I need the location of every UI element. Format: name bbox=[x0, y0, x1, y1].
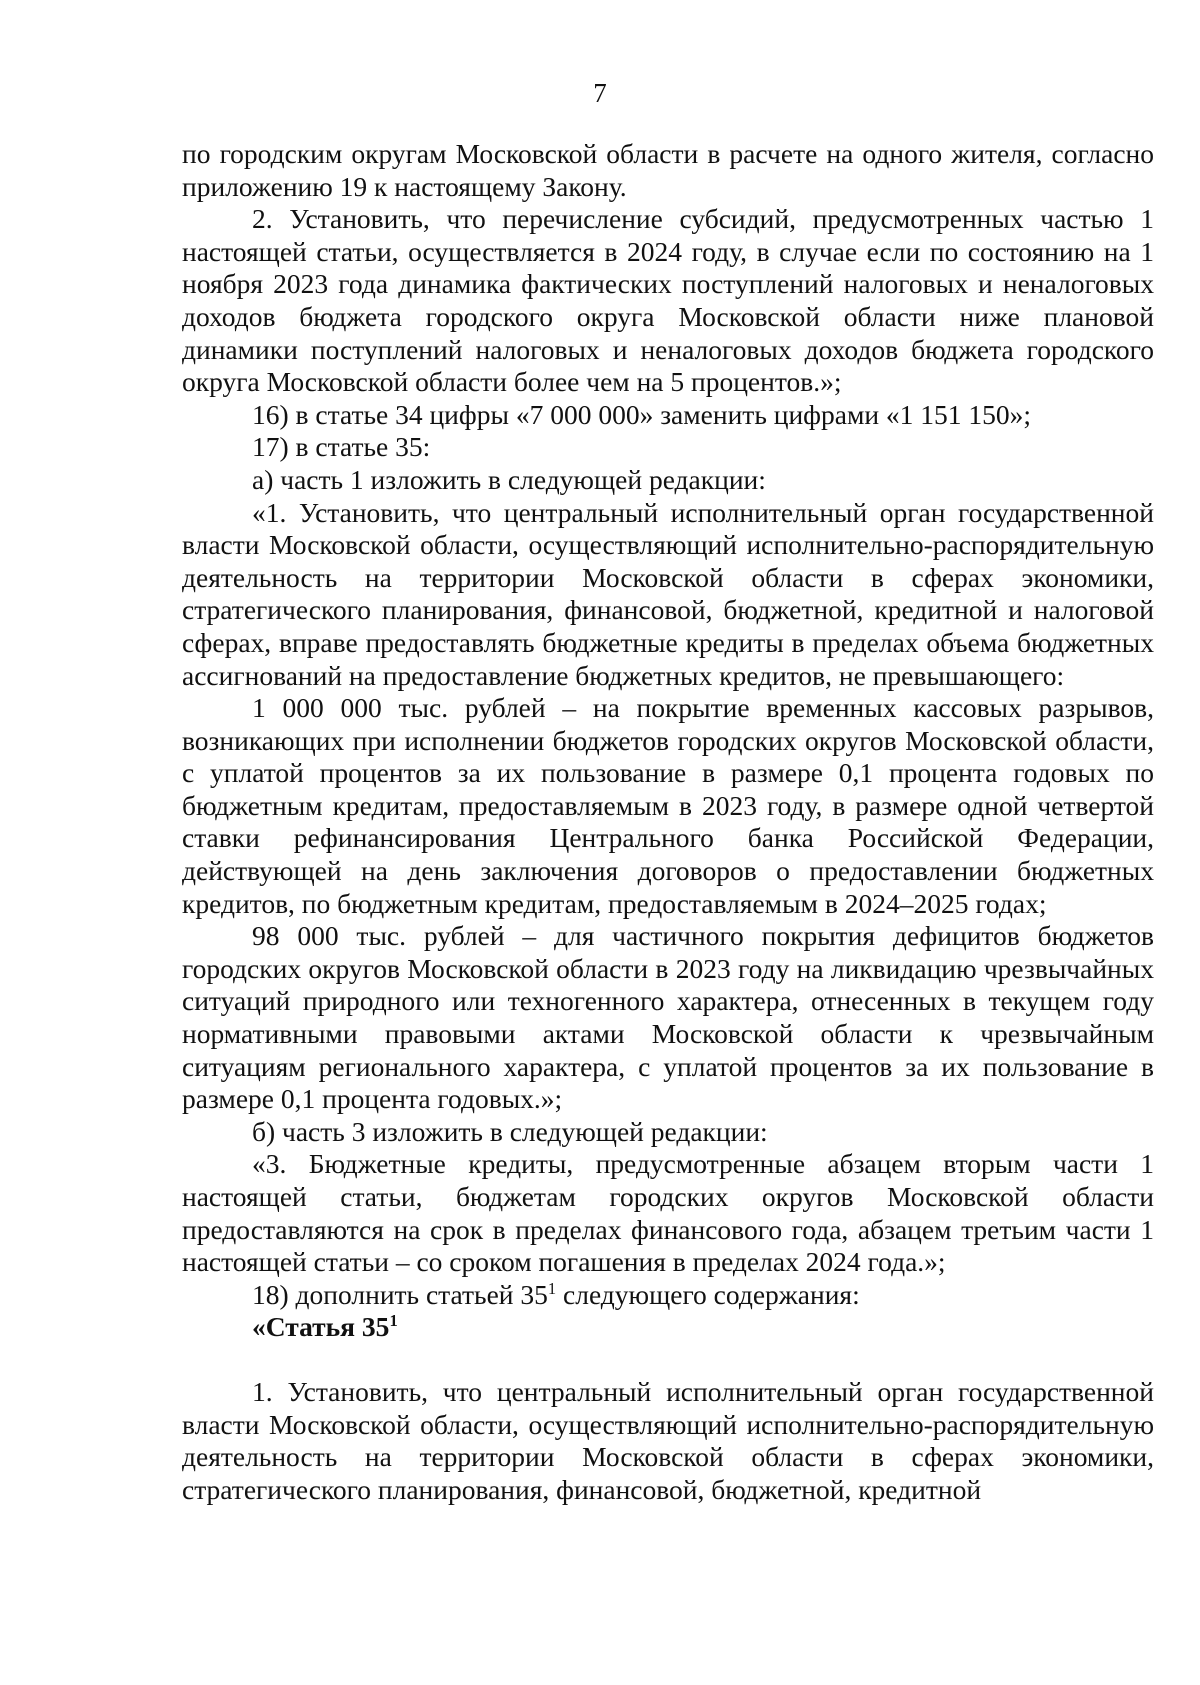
article-heading-text: «Статья 35 bbox=[252, 1311, 390, 1343]
paragraph-article-35-1-part-1: 1. Установить, что центральный исполнительный орган государственной власти Московской области, осуществляющий исполнительно-распорядительную деятельность на территории Московской области в сферах экономики, стратегического планирования, финансовой, бюджетной, кредитной bbox=[182, 1375, 1154, 1505]
paragraph-continuation: по городским округам Московской области в расчете на одного жителя, согласно приложению 19 к настоящему Закону. bbox=[182, 138, 1154, 202]
paragraph-item-17b: б) часть 3 изложить в следующей редакции: bbox=[252, 1115, 768, 1147]
paragraph-credit-1000000: 1 000 000 тыс. рублей – на покрытие временных кассовых разрывов, возникающих при исполнении бюджетов городских округов Московской области, с уплатой процентов за их пользование в размере 0,1 процента годовых по бюджетным кредитам, предоставляемым в 2023 году, в размере одной четвертой ставки рефинансирования Центрального банка Российской Федерации, действующей на день заключения договоров о предоставлении бюджетных кредитов, по бюджетным кредитам, предоставляемым в 2024–2025 годах; bbox=[182, 692, 1154, 919]
paragraph-credit-98000: 98 000 тыс. рублей – для частичного покрытия дефицитов бюджетов городских округов Московской области в 2023 году на ликвидацию чрезвычайных ситуаций природного или техногенного характера, отнесенных в текущем году нормативными правовыми актами Московской области к чрезвычайным ситуациям регионального характера, с уплатой процентов за их пользование в размере 0,1 процента годовых.»; bbox=[182, 920, 1154, 1115]
item-18-superscript: 1 bbox=[547, 1278, 557, 1298]
paragraph-item-17: 17) в статье 35: bbox=[252, 431, 431, 463]
article-heading bbox=[182, 1311, 1154, 1344]
article-heading-superscript: 1 bbox=[389, 1311, 398, 1331]
paragraph-part-1-quote: «1. Установить, что центральный исполнительный орган государственной власти Московской области, осуществляющий исполнительно-распорядительную деятельность на территории Московской области в сферах экономики, стратегического планирования, финансовой, бюджетной, кредитной и налоговой сферах, вправе предоставлять бюджетные кредиты в пределах объема бюджетных ассигнований на предоставление бюджетных кредитов, не превышающего: bbox=[182, 496, 1154, 691]
paragraph-part-3-quote: «3. Бюджетные кредиты, предусмотренные абзацем вторым части 1 настоящей статьи, бюджетам городских округов Московской области предоставляются на срок в пределах финансового года, абзацем третьим части 1 настоящей статьи – со сроком погашения в пределах 2024 года.»; bbox=[182, 1148, 1154, 1278]
page-number: 7 bbox=[593, 78, 607, 108]
item-18-text-end: следующего содержания: bbox=[556, 1278, 860, 1310]
paragraph-item-17a: а) часть 1 изложить в следующей редакции: bbox=[252, 463, 766, 495]
paragraph-part-2: 2. Установить, что перечисление субсидий, предусмотренных частью 1 настоящей статьи, осуществляется в 2024 году, в случае если по состоянию на 1 ноября 2023 года динамика фактических поступлений налоговых и неналоговых доходов бюджета городского округа Московской области ниже плановой динамики поступлений налоговых и неналоговых доходов бюджета городского округа Московской области более чем на 5 процентов.»; bbox=[182, 203, 1154, 398]
paragraph-item-16: 16) в статье 34 цифры «7 000 000» заменить цифрами «1 151 150»; bbox=[252, 398, 1032, 430]
document-body bbox=[182, 138, 1154, 1506]
paragraph-item-18 bbox=[182, 1279, 1154, 1312]
item-18-text: 18) дополнить статьей 35 bbox=[252, 1278, 548, 1310]
